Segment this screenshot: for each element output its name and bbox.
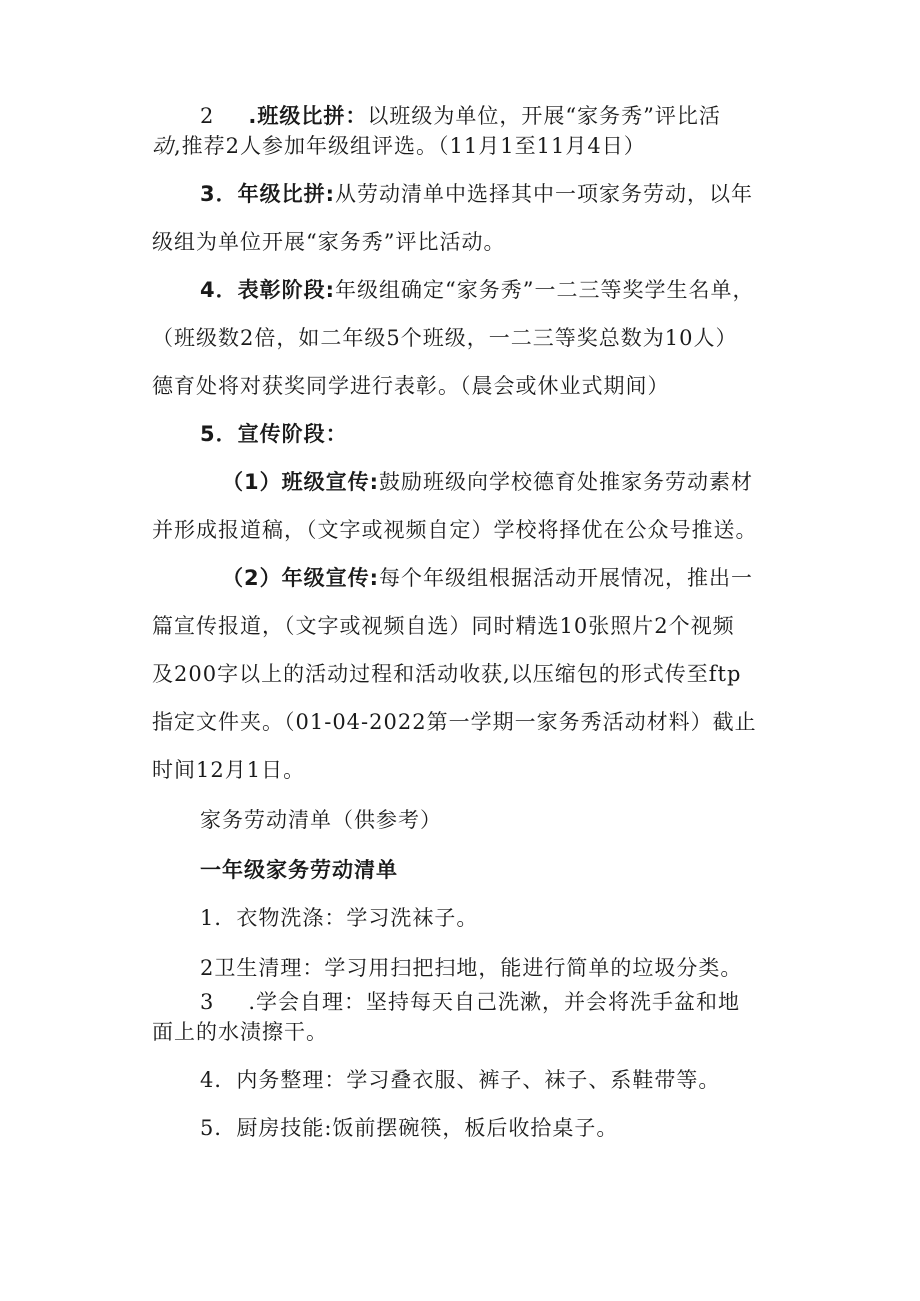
item2-text: 以班级为单位，开展“家务秀”评比活 [367,104,721,128]
grade1-item-4: 4．内务整理：学习叠衣服、裤子、袜子、系鞋带等。 [200,1068,721,1092]
sub2-cont1: 篇宣传报道，（文字或视频自选）同时精选10张照片2个视频 [152,614,735,638]
item3-line1 [200,180,753,208]
grade1-title: 一年级家务劳动清单 [200,858,398,882]
sub2-label: （2）年级宣传: [222,566,380,590]
grade1-item-3-cont: 面上的水渍擦干。 [152,1020,328,1044]
sub2-line2 [152,612,735,640]
sub2-line5 [152,756,305,784]
sub1-line2 [152,516,758,544]
grade1-item-2: 2卫生清理：学习用扫把扫地，能进行简单的垃圾分类。 [200,956,743,980]
item5-label: 5．宣传阶段： [200,422,348,446]
grade1-item-5: 5．厨房技能:饭前摆碗筷，板后收拾桌子。 [200,1116,619,1140]
item4-cont1: （班级数2倍，如二年级5个班级，一二三等奖总数为10人） [152,326,738,350]
item2-line2 [152,132,646,160]
grade1-item-3 [200,988,740,1016]
item4-cont2: 德育处将对获奖同学进行表彰。（晨会或休业式期间） [152,374,670,398]
item4-text: 年级组确定“家务秀”一二三等奖学生名单， [335,278,755,302]
sub2-cont3: 指定文件夹。（01-04-2022第一学期一家务秀活动材料）截止 [152,710,757,734]
item3-label: 3．年级比拼: [200,182,336,206]
item3-cont: 级组为单位开展“家务秀”评比活动。 [152,230,506,254]
sub2-text: 每个年级组根据活动开展情况，推出一 [379,566,754,590]
item2-cont-b: ,推荐2人参加年级组评选。（11月1至11月4日） [174,134,646,158]
sub2-cont2: 及200字以上的活动过程和活动收获,以压缩包的形式传至ftp [152,662,742,686]
sub2-cont4: 时间12月1日。 [152,758,306,782]
item2-line1 [200,102,721,130]
item4-line3 [152,372,670,400]
grade1-item-3-text: .学会自理：坚持每天自己洗漱，并会将洗手盆和地 [248,990,741,1014]
item4-label: 4．表彰阶段: [200,278,336,302]
item4-line2 [152,324,737,352]
sub2-line3 [152,660,741,688]
list-title: 家务劳动清单（供参考） [200,808,442,832]
sub1-text: 鼓励班级向学校德育处推家务劳动素材 [379,470,754,494]
item5-line1 [200,420,348,448]
sub2-line1 [222,564,753,592]
grade1-item-1: 1．衣物洗涤：学习洗袜子。 [200,906,479,930]
sub1-line1 [222,468,753,496]
sub2-line4 [152,708,757,736]
item3-text: 从劳动清单中选择其中一项家务劳动，以年 [335,182,754,206]
sub1-cont: 并形成报道稿，（文字或视频自定）学校将择优在公众号推送。 [152,518,758,542]
item2-label: .班级比拼： [248,104,368,128]
item2-cont-a: 动 [152,134,174,158]
item3-line2 [152,228,505,256]
sub1-label: （1）班级宣传: [222,470,380,494]
item2-number: 2 [200,104,215,128]
item4-line1 [200,276,755,304]
grade1-item-3-number: 3 [200,990,215,1014]
